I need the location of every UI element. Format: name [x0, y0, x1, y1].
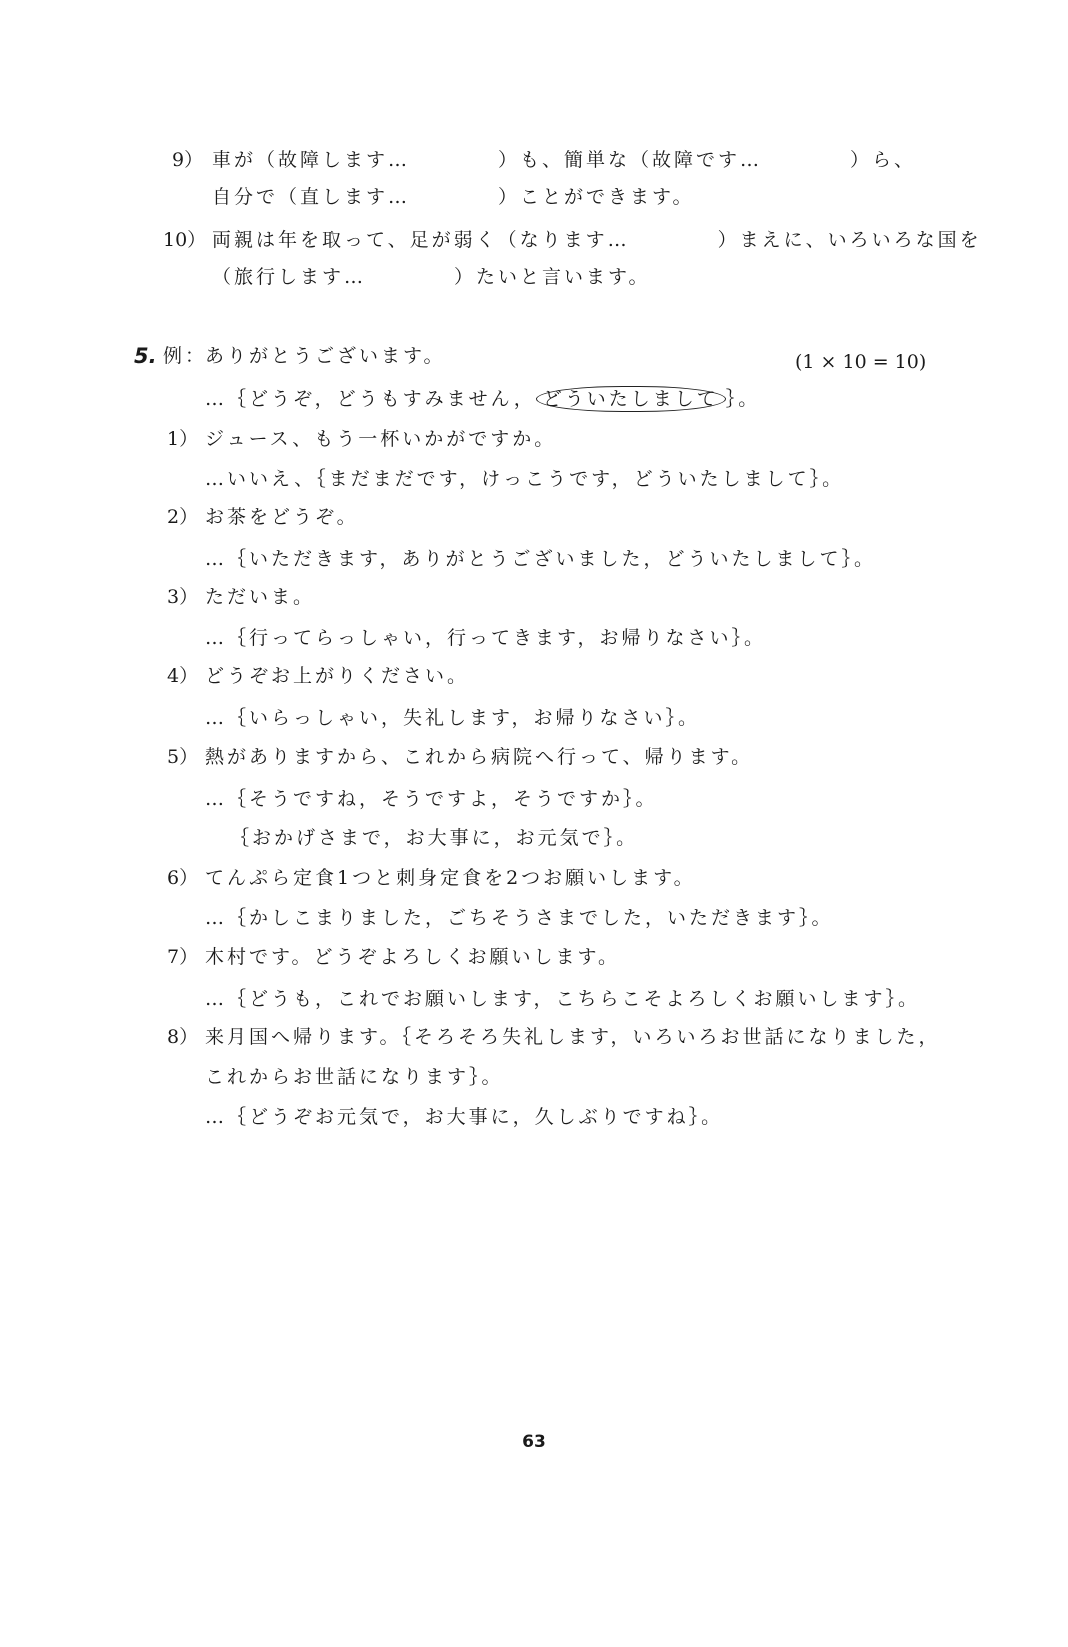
- example-label: 例：: [163, 345, 208, 367]
- item-6-question: てんぷら定食1つと刺身定食を2つお願いします。: [205, 867, 696, 889]
- question-9-line-2: 自分で（直します… ）ことができます。: [212, 186, 695, 208]
- item-2-answer: …｛いただきます，ありがとうございました，どういたしまして｝。: [205, 548, 876, 570]
- item-8-answer: …｛どうぞお元気で，お大事に，久しぶりですね｝。: [205, 1106, 724, 1128]
- item-7-answer: …｛どうも，これでお願いします，こちらこそよろしくお願いします｝。: [205, 988, 920, 1010]
- question-10-line-2: （旅行します… ）たいと言います。: [212, 266, 651, 288]
- question-10-line-1: 両親は年を取って、足が弱く（なります… ）まえに、いろいろな国を: [212, 229, 982, 251]
- item-2-question: お茶をどうぞ。: [205, 506, 359, 528]
- item-5-question: 熱がありますから、これから病院へ行って、帰ります。: [205, 746, 754, 768]
- item-6-answer: …｛かしこまりました，ごちそうさまでした，いただきます｝。: [205, 907, 834, 929]
- circled-answer: どういたしまして: [536, 386, 726, 412]
- item-7-number: 7）: [167, 946, 199, 968]
- item-5-answer-2: ｛おかげさまで，お大事に，お元気で｝。: [230, 827, 639, 849]
- example-answer-post: ｝。: [725, 388, 761, 410]
- example-answer: [205, 390, 760, 409]
- item-5-answer-1: …｛そうですね，そうですよ，そうですか｝。: [205, 788, 658, 810]
- page-number: 63: [522, 1432, 546, 1452]
- question-10-number: 10）: [163, 229, 207, 251]
- item-3-answer: …｛行ってらっしゃい，行ってきます，お帰りなさい｝。: [205, 627, 766, 649]
- item-1-question: ジュース、もう一杯いかがですか。: [205, 428, 557, 450]
- item-7-question: 木村です。どうぞよろしくお願いします。: [205, 946, 620, 968]
- item-8-question-1: 来月国へ帰ります。｛そろそろ失礼します，いろいろお世話になりました，: [205, 1026, 941, 1048]
- example-question: ありがとうございます。: [205, 345, 446, 367]
- item-2-number: 2）: [167, 506, 199, 528]
- item-3-question: ただいま。: [205, 586, 316, 608]
- item-8-number: 8）: [167, 1026, 199, 1048]
- item-3-number: 3）: [167, 586, 199, 608]
- item-1-number: 1）: [167, 428, 199, 450]
- question-9-number: 9）: [172, 149, 204, 171]
- score-note: (1 × 10 = 10): [795, 351, 927, 373]
- item-5-number: 5）: [167, 746, 199, 768]
- question-9-line-1: 車が（故障します… ）も、簡単な（故障です… ）ら、: [212, 149, 917, 171]
- item-4-number: 4）: [167, 665, 199, 687]
- item-8-question-2: これからお世話になります｝。: [205, 1066, 504, 1088]
- section-5-label: 5.: [134, 344, 157, 368]
- item-4-question: どうぞお上がりください。: [205, 665, 470, 687]
- item-1-answer: …いいえ、｛まだまだです，けっこうです，どういたしまして｝。: [205, 468, 845, 490]
- item-4-answer: …｛いらっしゃい，失礼します，お帰りなさい｝。: [205, 707, 700, 729]
- item-6-number: 6）: [167, 867, 199, 889]
- example-answer-pre: …｛どうぞ，どうもすみません，: [205, 388, 536, 410]
